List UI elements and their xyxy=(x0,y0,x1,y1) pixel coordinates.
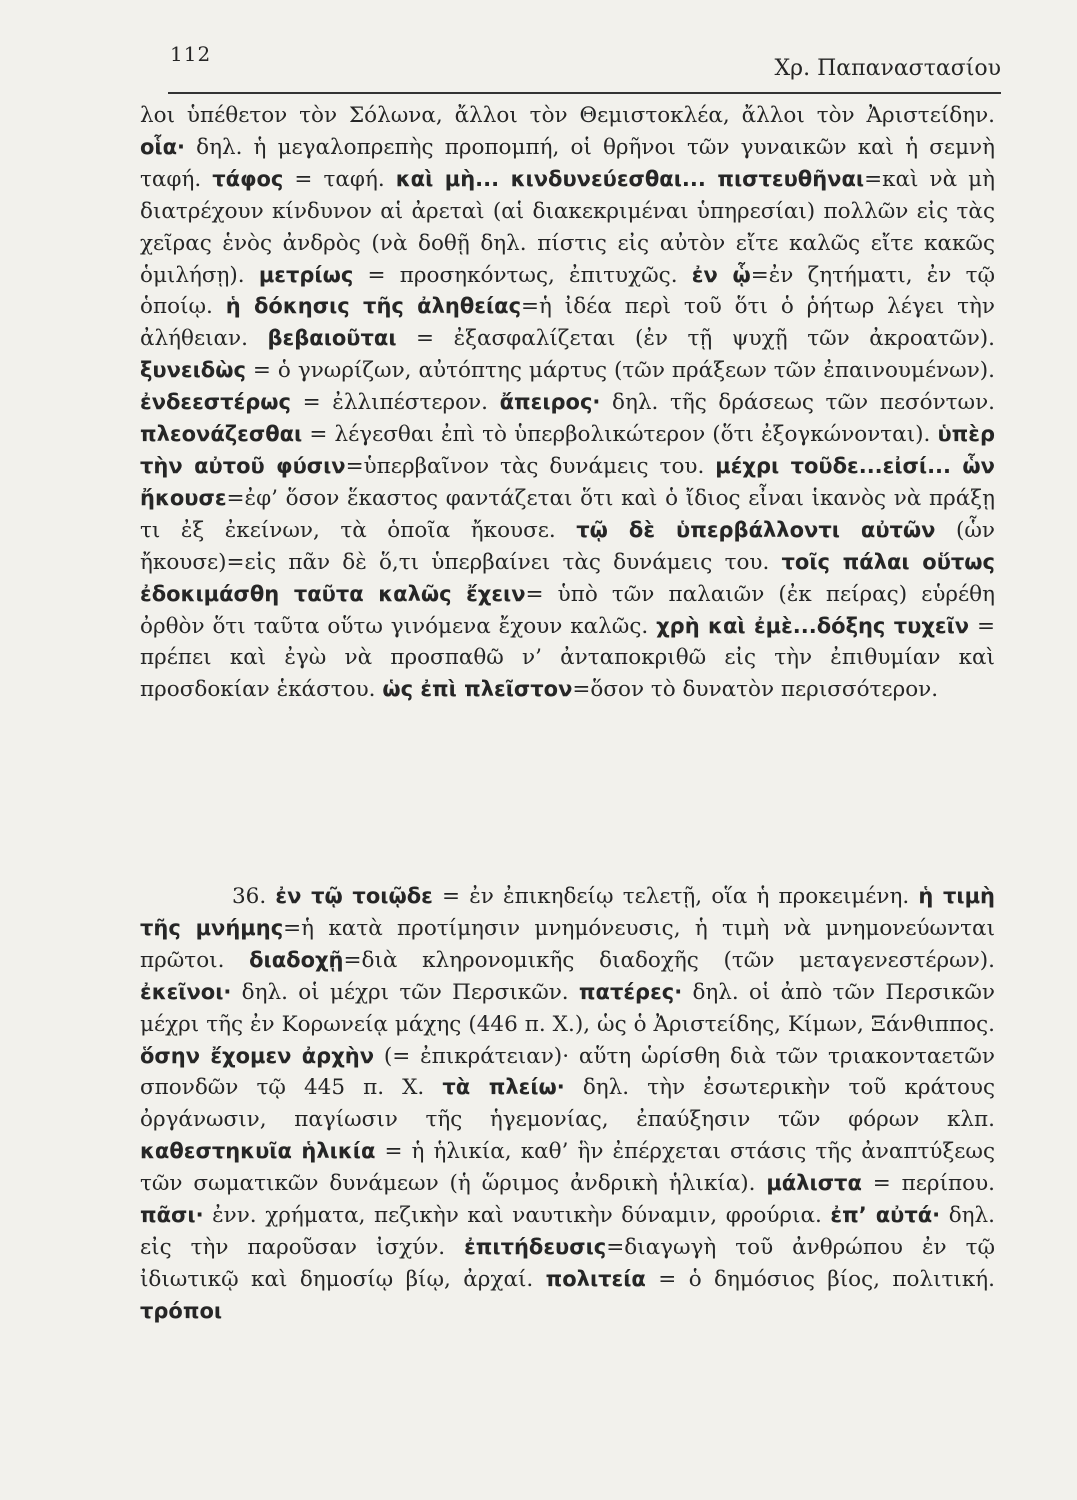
paragraph-body xyxy=(140,100,995,706)
gloss-text: = λέγεσθαι ἐπὶ τὸ ὑπερβολικώτερον (ὅτι ἐξογκώνονται). xyxy=(302,422,938,448)
gloss-text: δηλ. ἡ μεγαλοπρεπὴς προπομπή, οἱ θρῆνοι τῶν γυναικῶν καὶ ἡ σεμνὴ ταφή. xyxy=(140,134,995,192)
page-header xyxy=(168,42,1001,98)
lemma-term: πολιτεία xyxy=(545,1266,646,1291)
lemma-term: ἐν τῷ τοιῷδε xyxy=(275,884,433,908)
gloss-text: =διὰ κληρονομικῆς διαδοχῆς (τῶν μεταγενεστέρων). xyxy=(343,947,995,973)
gloss-text: =ἐν ζητήματι, ἐν τῷ ὁποίῳ. xyxy=(140,262,996,320)
lemma-term: ἐπ’ αὐτά· xyxy=(830,1203,941,1228)
gloss-text: (ὧν ἤκουσε)=εἰς πᾶν δὲ ὅ,τι ὑπερβαίνει τὰς δυνάμεις του. xyxy=(140,517,995,575)
gloss-text: δηλ. οἱ ἀπὸ τῶν Περσικῶν μέχρι τῆς ἐν Κορωνείᾳ μάχης (446 π. Χ.), ὡς ὁ Ἀριστείδης, Κίμων, Ξάνθιππος. xyxy=(140,979,995,1037)
gloss-text: = ὑπὸ τῶν παλαιῶν (ἐκ πείρας) εὑρέθη ὀρθὸν ὅτι ταῦτα οὕτω γινόμενα ἔχουν καλῶς. xyxy=(140,581,996,639)
gloss-text: (= ἐπικράτειαν)· αὕτη ὡρίσθη διὰ τῶν τριακονταετῶν σπονδῶν τῷ 445 π. Χ. xyxy=(140,1043,995,1101)
lemma-term: καθεστηκυῖα ἡλικία xyxy=(140,1139,376,1164)
lemma-term: μετρίως xyxy=(258,262,354,287)
lemma-term: πᾶσι· xyxy=(140,1203,204,1228)
lemma-term: τρόποι xyxy=(140,1298,223,1323)
gloss-text: =διαγωγὴ τοῦ ἀνθρώπου ἐν τῷ ἰδιωτικῷ καὶ δημοσίῳ βίῳ, ἀρχαί. xyxy=(140,1234,995,1292)
lemma-term: ἐπιτήδευσις xyxy=(464,1234,607,1259)
gloss-text: = ἡ ἡλικία, καθ’ ἣν ἐπέρχεται στάσις τῆς ἀναπτύξεως τῶν σωματικῶν δυνάμεων (ἡ ὥριμος ἀνδρικὴ ἡλικία). xyxy=(140,1139,995,1197)
lemma-term: ὑπὲρ τὴν αὐτοῦ φύσιν xyxy=(140,422,995,478)
lemma-term: ἄπειρος· xyxy=(499,390,601,415)
gloss-text: = ἐξασφαλίζεται (ἐν τῇ ψυχῇ τῶν ἀκροατῶν). xyxy=(396,326,996,352)
gloss-text: δηλ. τῆς δράσεως τῶν πεσόντων. xyxy=(600,390,995,416)
lemma-term: χρὴ καὶ ἐμὲ...δόξης τυχεῖν xyxy=(656,613,970,638)
commentary-paragraph xyxy=(140,881,995,1328)
commentary-paragraph xyxy=(140,100,995,706)
gloss-text: = πρέπει καὶ ἐγὼ νὰ προσπαθῶ ν’ ἀνταποκριθῶ εἰς τὴν ἐπιθυμίαν καὶ προσδοκίαν ἑκάστου. xyxy=(140,613,995,703)
gloss-text: =ἡ ἰδέα περὶ τοῦ ὅτι ὁ ῥήτωρ λέγει τὴν ἀλήθειαν. xyxy=(140,294,995,352)
lemma-term: διαδοχῇ xyxy=(249,947,344,972)
gloss-text: =ἐφ’ ὅσον ἕκαστος φαντάζεται ὅτι καὶ ὁ ἴδιος εἶναι ἱκανὸς νὰ πράξῃ τι ἐξ ἐκείνων, τὰ ὁποῖα ἤκουσε. xyxy=(140,485,995,543)
lemma-term: ὅσην ἔχομεν ἀρχὴν xyxy=(140,1043,375,1068)
lemma-term: ξυνειδὼς xyxy=(140,358,246,383)
gloss-text: = περίπου. xyxy=(861,1171,995,1197)
header-rule xyxy=(168,92,1001,94)
lemma-term: ἐνδεεστέρως xyxy=(140,390,291,415)
gloss-text: =καὶ νὰ μὴ διατρέχουν κίνδυνον αἱ ἀρεταὶ (αἱ διακεκριμέναι ὑπηρεσίαι) πολλῶν εἰς τὰς χεῖρας ἑνὸς ἀνδρὸς (νὰ δοθῇ δηλ. πίστις εἰς αὐτὸν εἴτε καλῶς εἴτε κακῶς ὁμιλήσῃ). xyxy=(140,166,996,288)
gloss-text: = ἐλλιπέστερον. xyxy=(290,390,500,416)
section-number: 36. xyxy=(232,884,276,909)
gloss-text: = προσηκόντως, ἐπιτυχῶς. xyxy=(353,262,692,288)
lemma-term: ἐν ᾧ xyxy=(691,262,751,287)
gloss-text: ἐνν. χρήματα, πεζικὴν καὶ ναυτικὴν δύναμιν, φρούρια. xyxy=(203,1203,831,1229)
gloss-text: δηλ. τὴν ἐσωτερικὴν τοῦ κράτους ὀργάνωσιν, παγίωσιν τῆς ἡγεμονίας, ἐπαύξησιν τῶν φόρων κλπ. xyxy=(140,1075,996,1133)
gloss-text: = ταφή. xyxy=(283,166,396,192)
lemma-term: ὡς ἐπὶ πλεῖστον xyxy=(382,677,573,702)
gloss-text: =ὅσον τὸ δυνατὸν περισσότερον. xyxy=(572,677,939,703)
gloss-text: = ὁ δημόσιος βίος, πολιτική. xyxy=(645,1266,995,1292)
gloss-text: λοι ὑπέθετον τὸν Σόλωνα, ἄλλοι τὸν Θεμιστοκλέα, ἄλλοι τὸν Ἀριστείδην. xyxy=(140,103,995,128)
page-number: 112 xyxy=(170,42,212,66)
lemma-term: τὰ πλείω· xyxy=(442,1075,565,1100)
gloss-text: = ἐν ἐπικηδείῳ τελετῇ, οἵα ἡ προκειμένη. xyxy=(432,884,919,909)
gloss-text: =ὑπερβαῖνον τὰς δυνάμεις του. xyxy=(345,453,716,479)
paragraph-body xyxy=(140,881,995,1328)
lemma-term: πατέρες· xyxy=(578,979,683,1004)
gloss-text: = ὁ γνωρίζων, αὐτόπτης μάρτυς (τῶν πράξεων τῶν ἐπαινουμένων). xyxy=(245,358,995,384)
lemma-term: βεβαιοῦται xyxy=(267,326,397,351)
lemma-term: οἷα· xyxy=(140,134,186,159)
gloss-text: δηλ. εἰς τὴν παροῦσαν ἰσχύν. xyxy=(140,1203,995,1260)
lemma-term: ἡ τιμὴ τῆς μνήμης xyxy=(140,884,995,940)
lemma-term: πλεονάζεσθαι xyxy=(140,422,303,447)
lemma-term: τοῖς πάλαι οὕτως ἐδοκιμάσθη ταῦτα καλῶς ἔχειν xyxy=(140,549,995,606)
lemma-term: μέχρι τοῦδε...εἰσί... ὧν ἤκουσε xyxy=(140,453,995,510)
lemma-term: ἐκεῖνοι· xyxy=(140,979,232,1004)
lemma-term: καὶ μὴ... κινδυνεύεσθαι... πιστευθῆναι xyxy=(395,166,865,191)
gloss-text: =ἡ κατὰ προτίμησιν μνημόνευσις, ἡ τιμὴ νὰ μνημονεύωνται πρῶτοι. xyxy=(140,915,995,973)
lemma-term: ἡ δόκησις τῆς ἀληθείας xyxy=(225,294,522,319)
running-head: Χρ. Παπαναστασίου xyxy=(774,56,1001,81)
lemma-term: τάφος xyxy=(212,166,284,191)
lemma-term: μάλιστα xyxy=(766,1171,862,1196)
gloss-text: δηλ. οἱ μέχρι τῶν Περσικῶν. xyxy=(231,979,579,1005)
lemma-term: τῷ δὲ ὑπερβάλλοντι αὐτῶν xyxy=(576,517,936,542)
